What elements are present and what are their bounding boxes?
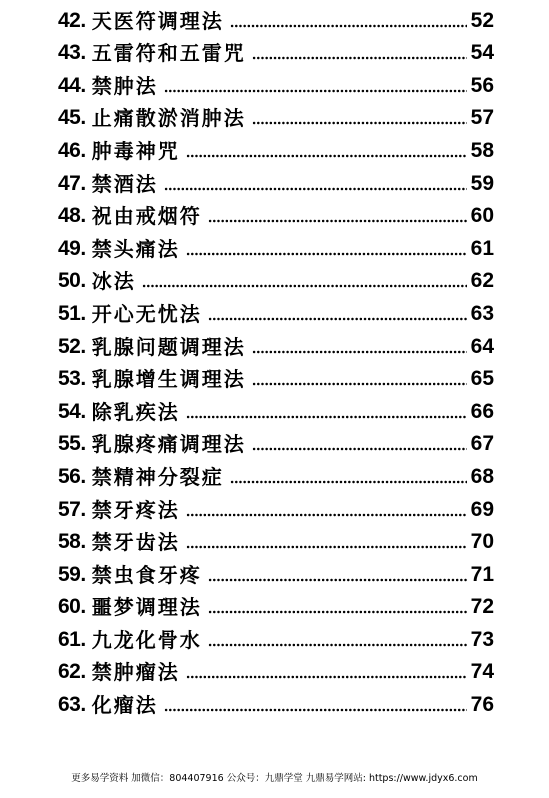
dot-leader xyxy=(186,415,467,419)
toc-entry[interactable] xyxy=(58,264,494,297)
toc-entry-page-number: 69 xyxy=(470,497,494,521)
toc-entry-number: 58. xyxy=(58,530,86,554)
toc-entry[interactable] xyxy=(58,557,494,590)
toc-entry-number: 55. xyxy=(58,432,86,456)
toc-entry-page-number: 61 xyxy=(470,236,494,260)
toc-entry-page-number: 70 xyxy=(470,530,494,554)
toc-entry-page-number: 76 xyxy=(470,693,494,717)
toc-entry-title: 禁肿瘤法 xyxy=(91,660,180,685)
dot-leader xyxy=(186,513,467,517)
toc-entry-page-number: 57 xyxy=(470,106,494,130)
toc-entry-number: 56. xyxy=(58,464,86,488)
dot-leader xyxy=(142,284,467,288)
dot-leader xyxy=(164,89,467,93)
toc-entry[interactable] xyxy=(58,3,494,36)
dot-leader xyxy=(186,545,467,549)
toc-entry[interactable] xyxy=(58,459,494,492)
dot-leader xyxy=(230,480,467,484)
toc-entry[interactable] xyxy=(58,427,494,460)
toc-entry-title: 禁牙齿法 xyxy=(91,530,180,555)
toc-entry-number: 42. xyxy=(58,8,86,32)
dot-leader xyxy=(252,56,467,60)
toc-entry-page-number: 73 xyxy=(470,627,494,651)
toc-entry[interactable] xyxy=(58,36,494,69)
toc-entry-title: 噩梦调理法 xyxy=(91,595,202,620)
toc-entry-title: 禁虫食牙疼 xyxy=(91,562,202,587)
toc-entry-number: 62. xyxy=(58,660,86,684)
toc-entry-title: 禁肿法 xyxy=(91,73,158,98)
toc-entry-title: 肿毒神咒 xyxy=(91,138,180,163)
toc-entry-number: 47. xyxy=(58,171,86,195)
toc-entry-number: 51. xyxy=(58,301,86,325)
toc-entry-title: 开心无忧法 xyxy=(91,301,202,326)
toc-entry-number: 53. xyxy=(58,367,86,391)
toc-entry-page-number: 56 xyxy=(470,73,494,97)
dot-leader xyxy=(164,187,467,191)
toc-entry-title: 禁头痛法 xyxy=(91,236,180,261)
toc-entry-title: 止痛散淤消肿法 xyxy=(91,106,246,131)
toc-entry-number: 50. xyxy=(58,269,86,293)
toc-entry-title: 冰法 xyxy=(91,269,136,294)
toc-entry-title: 禁酒法 xyxy=(91,171,158,196)
toc-entry-number: 45. xyxy=(58,106,86,130)
toc-entry-page-number: 65 xyxy=(470,367,494,391)
dot-leader xyxy=(252,382,467,386)
toc-entry[interactable] xyxy=(58,329,494,362)
toc-entry-number: 60. xyxy=(58,595,86,619)
toc-entry-title: 除乳疾法 xyxy=(91,399,180,424)
toc-entry[interactable] xyxy=(58,101,494,134)
toc-entry-page-number: 68 xyxy=(470,464,494,488)
dot-leader xyxy=(208,643,467,647)
toc-entry-title: 禁牙疼法 xyxy=(91,497,180,522)
toc-entry-page-number: 71 xyxy=(470,562,494,586)
toc-entry-number: 54. xyxy=(58,399,86,423)
toc-entry-page-number: 60 xyxy=(470,204,494,228)
toc-entry-number: 49. xyxy=(58,236,86,260)
toc-entry-title: 化瘤法 xyxy=(91,693,158,718)
toc-entry-title: 天医符调理法 xyxy=(91,8,224,33)
toc-entry[interactable] xyxy=(58,590,494,623)
toc-entry-number: 44. xyxy=(58,73,86,97)
dot-leader xyxy=(252,447,467,451)
toc-entry-page-number: 67 xyxy=(470,432,494,456)
toc-entry-number: 59. xyxy=(58,562,86,586)
toc-entry[interactable] xyxy=(58,394,494,427)
toc-entry-title: 乳腺问题调理法 xyxy=(91,334,246,359)
toc-entry-page-number: 54 xyxy=(470,41,494,65)
toc-entry-page-number: 52 xyxy=(470,8,494,32)
toc-entry-title: 乳腺增生调理法 xyxy=(91,367,246,392)
toc-entry-number: 43. xyxy=(58,41,86,65)
toc-entry[interactable] xyxy=(58,166,494,199)
toc-entry-title: 乳腺疼痛调理法 xyxy=(91,432,246,457)
toc-entry-title: 祝由戒烟符 xyxy=(91,204,202,229)
table-of-contents xyxy=(58,3,494,720)
toc-entry-page-number: 72 xyxy=(470,595,494,619)
toc-entry-number: 48. xyxy=(58,204,86,228)
toc-entry-number: 46. xyxy=(58,138,86,162)
toc-entry-number: 63. xyxy=(58,693,86,717)
toc-entry[interactable] xyxy=(58,231,494,264)
footer-text: 更多易学资料 加微信：804407916 公众号：九鼎学堂 九鼎易学网站: https://www.jdyx6.com xyxy=(71,773,478,784)
toc-entry-title: 九龙化骨水 xyxy=(91,627,202,652)
toc-entry[interactable] xyxy=(58,525,494,558)
toc-entry[interactable] xyxy=(58,362,494,395)
toc-entry-title: 五雷符和五雷咒 xyxy=(91,41,246,66)
dot-leader xyxy=(252,350,467,354)
dot-leader xyxy=(208,317,467,321)
toc-entry-number: 52. xyxy=(58,334,86,358)
dot-leader xyxy=(208,578,467,582)
toc-entry[interactable] xyxy=(58,492,494,525)
toc-entry-page-number: 63 xyxy=(470,301,494,325)
toc-entry[interactable] xyxy=(58,687,494,720)
toc-entry-title: 禁精神分裂症 xyxy=(91,464,224,489)
toc-entry[interactable] xyxy=(58,68,494,101)
toc-entry[interactable] xyxy=(58,199,494,232)
dot-leader xyxy=(252,121,467,125)
toc-entry-page-number: 74 xyxy=(470,660,494,684)
dot-leader xyxy=(186,154,467,158)
toc-entry[interactable] xyxy=(58,133,494,166)
toc-entry-page-number: 59 xyxy=(470,171,494,195)
toc-entry[interactable] xyxy=(58,296,494,329)
toc-entry-page-number: 64 xyxy=(470,334,494,358)
toc-entry-page-number: 62 xyxy=(470,269,494,293)
dot-leader xyxy=(230,24,467,28)
dot-leader xyxy=(186,252,467,256)
toc-entry-number: 57. xyxy=(58,497,86,521)
toc-entry[interactable] xyxy=(58,655,494,688)
dot-leader xyxy=(208,219,467,223)
toc-entry-page-number: 66 xyxy=(470,399,494,423)
toc-entry-number: 61. xyxy=(58,627,86,651)
toc-entry[interactable] xyxy=(58,622,494,655)
dot-leader xyxy=(186,675,467,679)
dot-leader xyxy=(208,610,467,614)
dot-leader xyxy=(164,708,467,712)
toc-entry-page-number: 58 xyxy=(470,138,494,162)
